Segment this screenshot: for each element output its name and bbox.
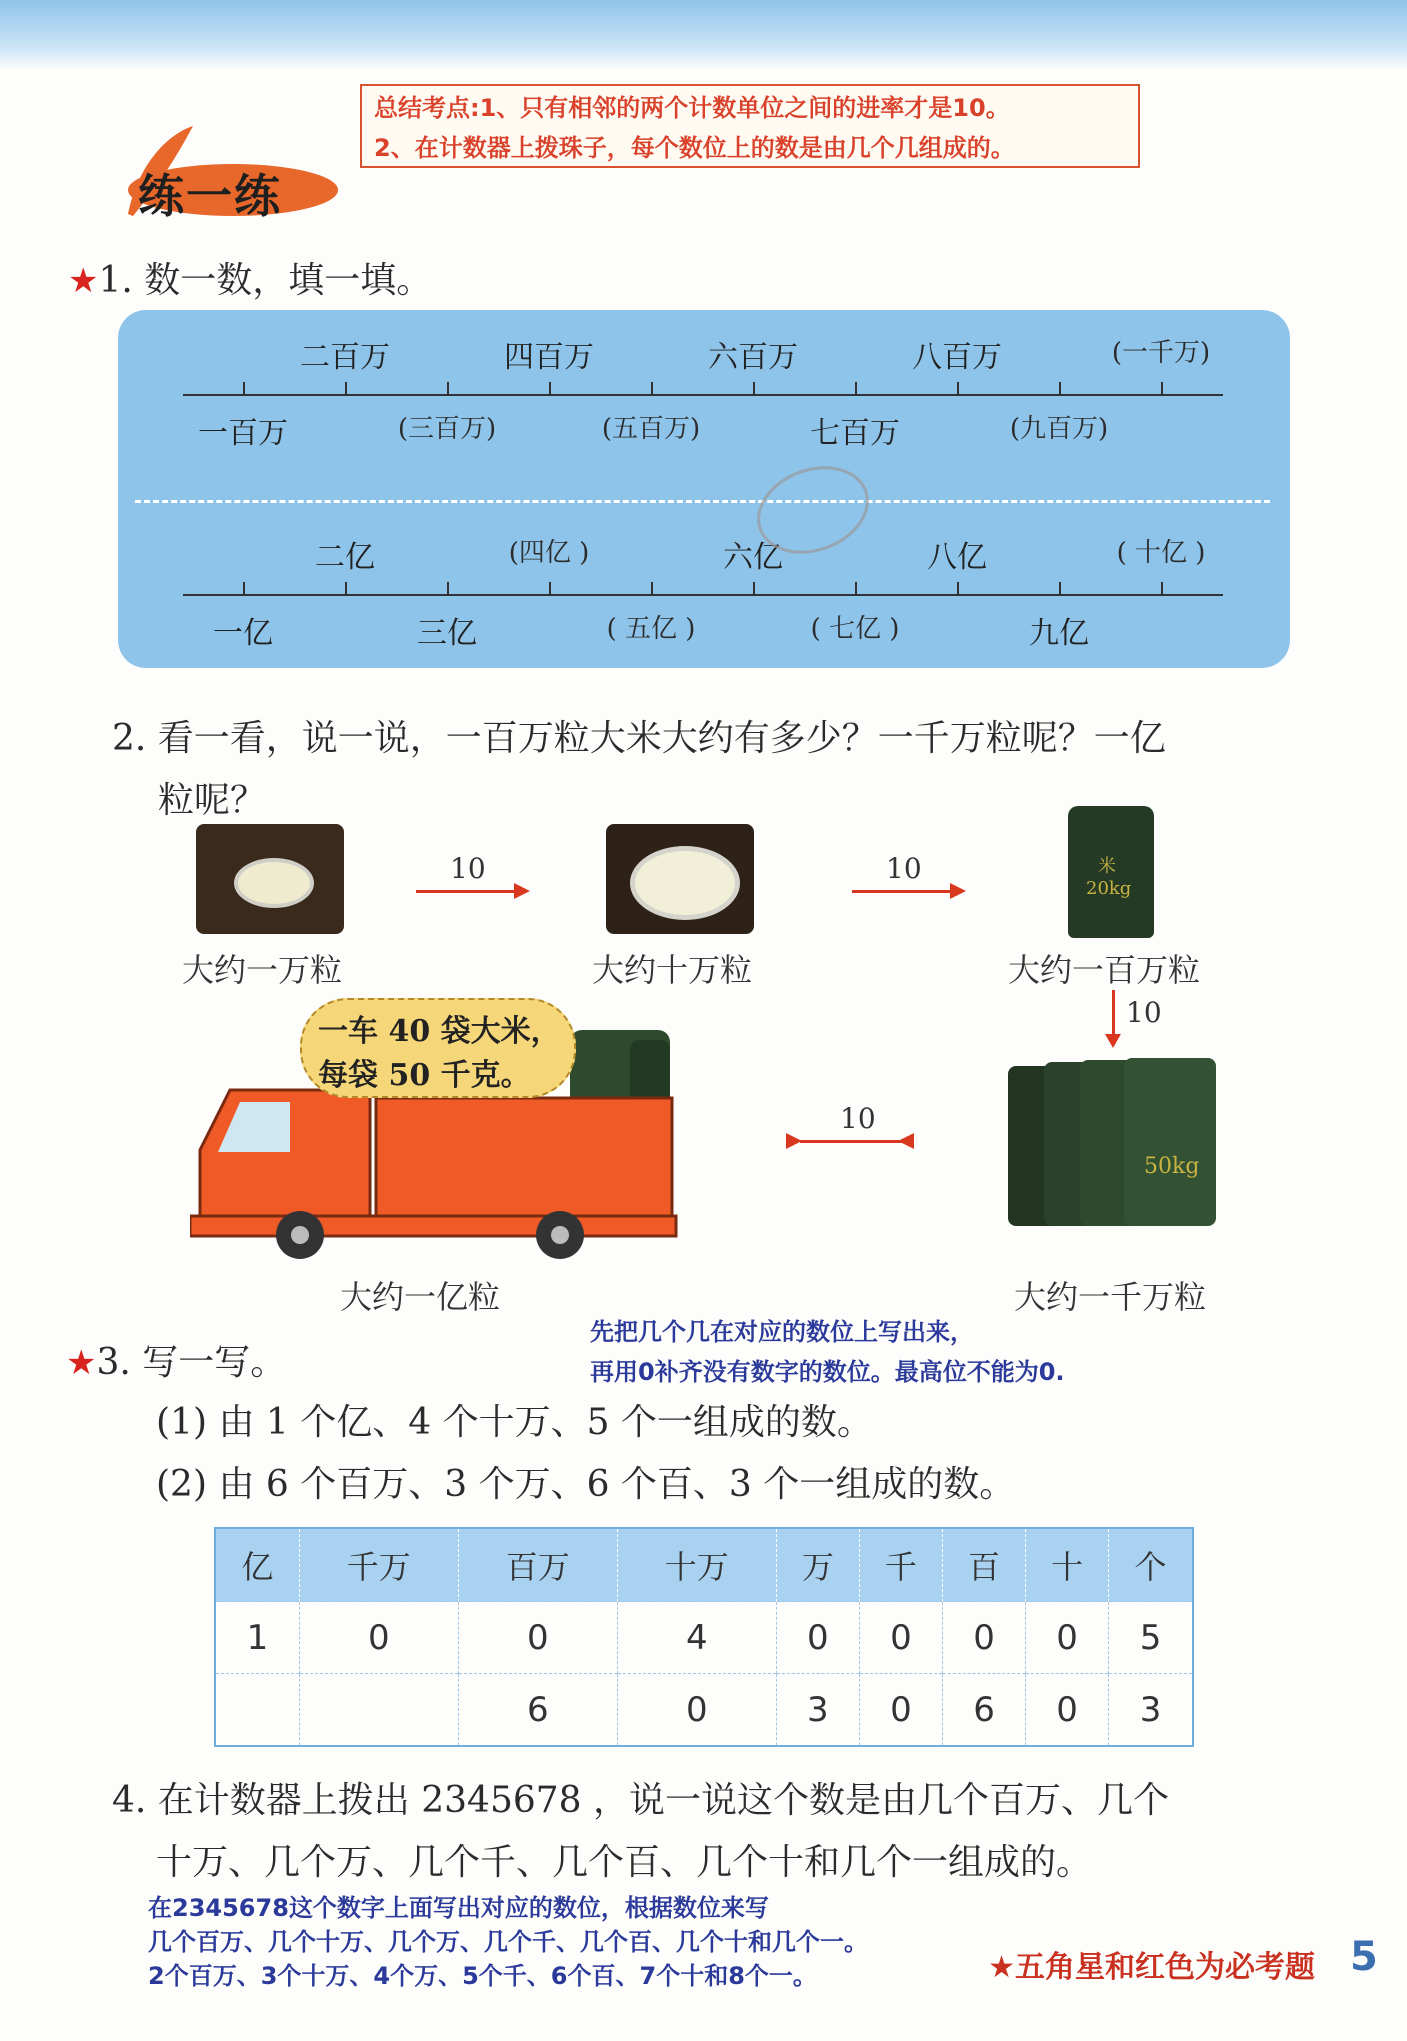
numberline-label: 七百万 — [810, 416, 900, 451]
numberline-label: 一百万 — [198, 416, 288, 451]
table-header-cell: 个 — [1109, 1528, 1193, 1602]
caption-10m: 大约一千万粒 — [1014, 1278, 1207, 1316]
star-icon: ★ — [68, 261, 99, 301]
table-cell: 3 — [776, 1674, 859, 1747]
table-cell: 0 — [299, 1602, 458, 1674]
rice-bag-icon: 米 20kg — [1068, 806, 1154, 938]
summary-line2: 2、在计数器上拨珠子，每个数位上的数是由几个几组成的。 — [374, 134, 1015, 162]
arrow-down-icon — [1112, 990, 1115, 1038]
watermark-stamp-icon — [748, 455, 878, 565]
table-cell: 0 — [458, 1602, 617, 1674]
numberline-label: ( 七亿 ) — [810, 614, 900, 644]
caption-1m: 大约一百万粒 — [1008, 951, 1201, 989]
numberline-label: 一亿 — [213, 616, 273, 651]
numberline-tick — [753, 582, 755, 596]
numberline-tick — [1059, 382, 1061, 396]
q1-heading — [68, 252, 432, 303]
table-cell: 0 — [942, 1602, 1025, 1674]
rice-bowl-small-icon — [196, 824, 344, 934]
numberline-label: 八百万 — [912, 340, 1002, 375]
table-cell: 0 — [617, 1674, 776, 1747]
numberline-tick — [447, 382, 449, 396]
numberline-label: ( 十亿 ) — [1116, 538, 1206, 568]
numberline-label: (四亿 ) — [508, 538, 590, 568]
table-header-cell: 千 — [859, 1528, 942, 1602]
table-cell: 6 — [942, 1674, 1025, 1747]
summary-box — [360, 84, 1140, 168]
arrow-right-icon — [852, 890, 962, 893]
table-cell: 3 — [1109, 1674, 1193, 1747]
table-cell — [299, 1674, 458, 1747]
arrow-label: 10 — [450, 852, 486, 885]
caption-100k: 大约十万粒 — [592, 951, 753, 989]
section-title: 练一练 — [138, 169, 282, 223]
table-cell: 0 — [1026, 1674, 1109, 1747]
numberline-1 — [183, 394, 1223, 396]
top-band — [0, 0, 1407, 70]
numberline-label: 九亿 — [1029, 616, 1089, 651]
numberline-label: (三百万) — [397, 414, 497, 444]
numberline-label: 二亿 — [315, 540, 375, 575]
numberline-tick — [957, 382, 959, 396]
numberline-label: (九百万) — [1009, 414, 1109, 444]
q4-title-cont: 十万、几个万、几个千、几个百、几个十和几个一组成的。 — [156, 1842, 1093, 1883]
numberline-tick — [345, 382, 347, 396]
numberline-tick — [855, 582, 857, 596]
q2-title-cont: 粒呢？ — [158, 780, 267, 821]
caption-100m: 大约一亿粒 — [340, 1278, 501, 1316]
table-header-cell: 十万 — [617, 1528, 776, 1602]
numberline-tick — [447, 582, 449, 596]
q4-note1: 在2345678这个数字上面写出对应的数位，根据数位来写 — [148, 1894, 769, 1922]
table-cell: 4 — [617, 1602, 776, 1674]
arrow-right-icon — [416, 890, 526, 893]
table-cell: 6 — [458, 1674, 617, 1747]
place-value-table — [214, 1527, 1194, 1747]
q3-title: 3. 写一写。 — [96, 1342, 287, 1383]
table-row — [215, 1602, 1193, 1674]
numberline-label: 二百万 — [300, 340, 390, 375]
summary-line1: 总结考点:1、只有相邻的两个计数单位之间的进率才是10。 — [374, 94, 1010, 122]
numberline-tick — [345, 582, 347, 596]
numberline-tick — [1059, 582, 1061, 596]
q4-title: 4. 在计数器上拨出 2345678 ，说一说这个数是由几个百万、几个 — [112, 1780, 1170, 1821]
arrow-left-icon — [800, 1140, 910, 1143]
numberline-tick — [855, 382, 857, 396]
arrow-label: 10 — [1126, 996, 1162, 1029]
numberline-label: 三亿 — [417, 616, 477, 651]
arrow-label: 10 — [886, 852, 922, 885]
numberline-label: 四百万 — [504, 340, 594, 375]
q3-item1: (1) 由 1 个亿、4 个十万、5 个一组成的数。 — [156, 1402, 873, 1443]
table-header-cell: 万 — [776, 1528, 859, 1602]
numberline-panel — [118, 310, 1290, 668]
q4-note2: 几个百万、几个十万、几个万、几个千、几个百、几个十和几个一。 — [148, 1928, 868, 1956]
panel-divider — [135, 500, 1270, 503]
rice-bowl-large-icon — [606, 824, 754, 934]
table-cell: 1 — [215, 1602, 299, 1674]
star-icon: ★ — [66, 1343, 97, 1383]
table-cell — [215, 1674, 299, 1747]
arrow-label: 10 — [840, 1102, 876, 1135]
q3-item2: (2) 由 6 个百万、3 个万、6 个百、3 个一组成的数。 — [156, 1464, 1016, 1505]
table-cell: 0 — [859, 1674, 942, 1747]
q3-hint2: 再用0补齐没有数字的数位。最高位不能为0. — [590, 1358, 1065, 1386]
numberline-2 — [183, 594, 1223, 596]
q1-title: 1. 数一数，填一填。 — [98, 260, 433, 301]
footer-note: ★五角星和红色为必考题 — [988, 1950, 1315, 1985]
bubble-line1: 一车 40 袋大米， — [318, 1014, 561, 1049]
numberline-label: (一千万) — [1111, 338, 1211, 368]
table-header-cell: 百万 — [458, 1528, 617, 1602]
numberline-tick — [651, 582, 653, 596]
table-header-cell: 百 — [942, 1528, 1025, 1602]
numberline-label: 六百万 — [708, 340, 798, 375]
table-header-cell: 千万 — [299, 1528, 458, 1602]
numberline-tick — [243, 582, 245, 596]
table-cell: 0 — [776, 1602, 859, 1674]
table-row — [215, 1674, 1193, 1747]
numberline-label: ( 五亿 ) — [606, 614, 696, 644]
table-cell: 5 — [1109, 1602, 1193, 1674]
numberline-label: 八亿 — [927, 540, 987, 575]
q3-heading — [66, 1334, 286, 1385]
q3-hint1: 先把几个几在对应的数位上写出来， — [590, 1318, 974, 1346]
table-cell: 0 — [859, 1602, 942, 1674]
numberline-label: 六亿 — [723, 540, 783, 575]
q2-title: 2. 看一看，说一说，一百万粒大米大约有多少？一千万粒呢？一亿 — [112, 718, 1166, 759]
numberline-tick — [243, 382, 245, 396]
caption-10k: 大约一万粒 — [182, 951, 343, 989]
q4-note3: 2个百万、3个十万、4个万、5个千、6个百、7个十和8个一。 — [148, 1962, 817, 1990]
numberline-tick — [1161, 582, 1163, 596]
numberline-tick — [549, 582, 551, 596]
numberline-label: (五百万) — [601, 414, 701, 444]
rice-bags-stack-icon: 50kg — [1008, 1058, 1216, 1230]
numberline-tick — [753, 382, 755, 396]
numberline-tick — [1161, 382, 1163, 396]
table-header-cell: 亿 — [215, 1528, 299, 1602]
numberline-tick — [549, 382, 551, 396]
table-cell: 0 — [1026, 1602, 1109, 1674]
bubble-line2: 每袋 50 千克。 — [318, 1058, 531, 1093]
table-header-cell: 十 — [1026, 1528, 1109, 1602]
page-number: 5 — [1350, 1934, 1378, 1980]
numberline-tick — [651, 382, 653, 396]
numberline-tick — [957, 582, 959, 596]
